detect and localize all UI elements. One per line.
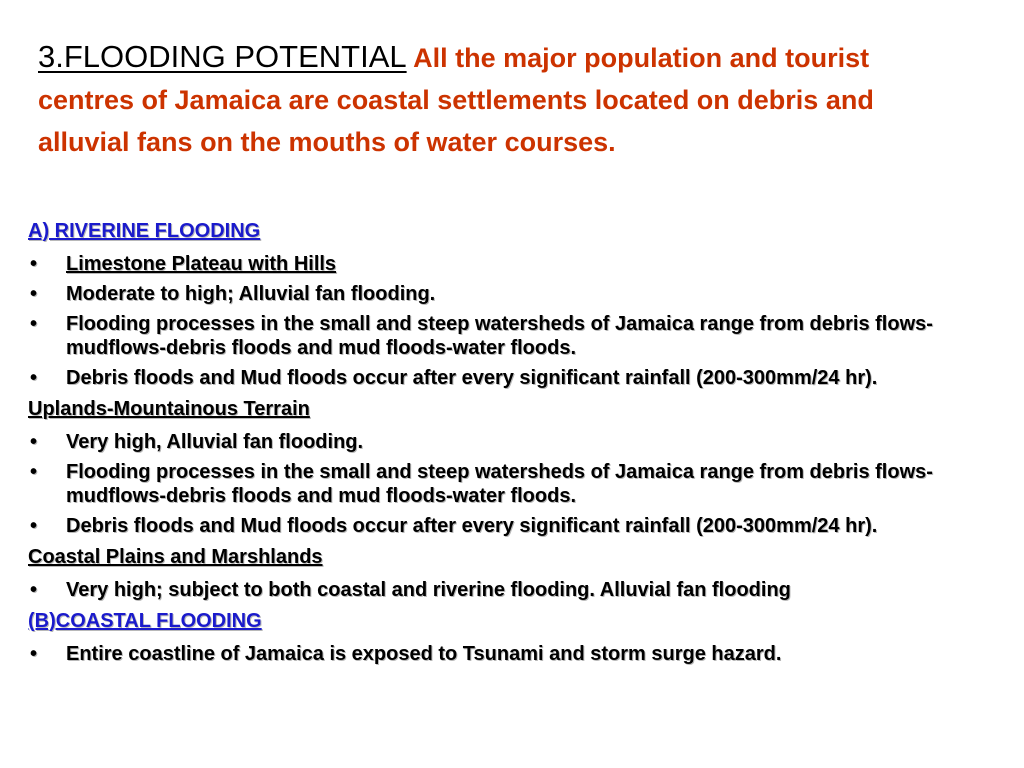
bullet-text: Flooding processes in the small and steep watersheds of Jamaica range from debris flows-mudflows-debris floods and mud floods-water floods. — [66, 461, 933, 507]
bullet-icon: • — [30, 367, 38, 389]
coastal-flooding-heading[interactable]: (B)COASTAL FLOODING — [28, 610, 262, 632]
list-item — [28, 430, 1018, 454]
bullet-icon: • — [30, 313, 38, 335]
riverine-flooding-heading[interactable]: A) RIVERINE FLOODING — [28, 220, 261, 242]
bullet-icon: • — [30, 579, 38, 601]
list-item — [28, 366, 1018, 390]
bullet-text: Very high, Alluvial fan flooding. — [66, 431, 364, 453]
slide-title — [38, 36, 938, 163]
bullet-text: Debris floods and Mud floods occur after every significant rainfall (200-300mm/24 hr). — [66, 367, 878, 389]
slide-body — [28, 214, 1018, 670]
bullet-text: Entire coastline of Jamaica is exposed to Tsunami and storm surge hazard. — [66, 643, 782, 665]
bullet-icon: • — [30, 253, 38, 275]
bullet-icon: • — [30, 515, 38, 537]
list-item — [28, 578, 1018, 602]
bullet-icon: • — [30, 283, 38, 305]
bullet-text: Very high; subject to both coastal and riverine flooding. Alluvial fan flooding — [66, 579, 791, 601]
list-item — [28, 460, 1018, 508]
list-item — [28, 282, 1018, 306]
title-lead: 3.FLOODING POTENTIAL — [38, 39, 407, 74]
coastal-plains-heading: Coastal Plains and Marshlands — [28, 546, 323, 568]
list-item — [28, 312, 1018, 360]
bullet-icon: • — [30, 461, 38, 483]
bullet-text: Flooding processes in the small and steep watersheds of Jamaica range from debris flows-mudflows-debris floods and mud floods-water floods. — [66, 313, 933, 359]
list-item — [28, 514, 1018, 538]
uplands-heading: Uplands-Mountainous Terrain — [28, 398, 310, 420]
bullet-text: Limestone Plateau with Hills — [66, 253, 337, 275]
bullet-text: Moderate to high; Alluvial fan flooding. — [66, 283, 436, 305]
bullet-icon: • — [30, 643, 38, 665]
list-item — [28, 642, 1018, 666]
bullet-text: Debris floods and Mud floods occur after every significant rainfall (200-300mm/24 hr). — [66, 515, 878, 537]
list-item — [28, 252, 1018, 276]
bullet-icon: • — [30, 431, 38, 453]
title-text: All the major population and tourist centres of Jamaica are coastal settlements located on debris and alluvial fans on the mouths of water courses. — [38, 43, 874, 157]
